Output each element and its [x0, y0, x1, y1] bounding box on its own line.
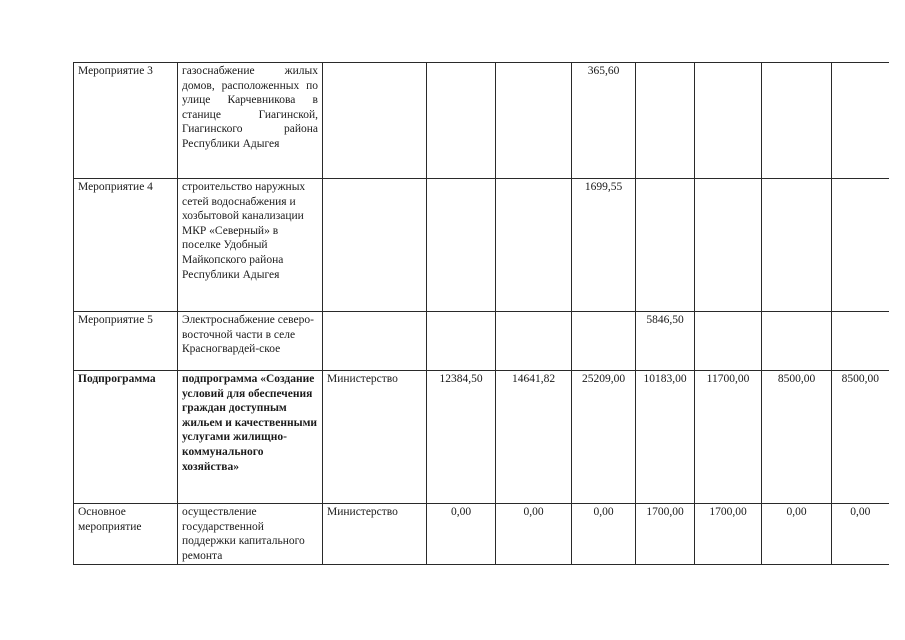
budget-table — [73, 62, 889, 565]
value-cell: 0,00 — [762, 504, 832, 565]
table-row — [74, 312, 889, 371]
row-label: Мероприятие 5 — [74, 312, 178, 371]
table-row — [74, 179, 889, 312]
row-description: Электроснабжение северо-восточной части в селе Красногвардей-ское — [178, 312, 323, 371]
value-cell — [496, 312, 572, 371]
value-cell — [762, 63, 832, 179]
value-cell — [695, 179, 762, 312]
row-executor — [323, 63, 427, 179]
value-cell: 0,00 — [832, 504, 889, 565]
value-cell: 0,00 — [496, 504, 572, 565]
row-description: подпрограмма «Создание условий для обеспечения граждан доступным жильем и качественными услугами жилищно-коммунального хозяйства» — [178, 371, 323, 504]
value-cell — [832, 179, 889, 312]
value-cell — [636, 63, 695, 179]
value-cell — [832, 63, 889, 179]
value-cell: 1700,00 — [695, 504, 762, 565]
value-cell — [496, 63, 572, 179]
value-cell — [762, 312, 832, 371]
value-cell: 365,60 — [572, 63, 636, 179]
value-cell: 11700,00 — [695, 371, 762, 504]
value-cell — [636, 179, 695, 312]
value-cell — [695, 312, 762, 371]
value-cell — [695, 63, 762, 179]
value-cell — [427, 312, 496, 371]
value-cell — [832, 312, 889, 371]
row-description: осуществление государственной поддержки капитального ремонта — [178, 504, 323, 565]
row-executor: Министерство — [323, 371, 427, 504]
value-cell: 1700,00 — [636, 504, 695, 565]
value-cell: 14641,82 — [496, 371, 572, 504]
value-cell: 0,00 — [572, 504, 636, 565]
value-cell — [427, 63, 496, 179]
value-cell — [427, 179, 496, 312]
value-cell: 8500,00 — [832, 371, 889, 504]
value-cell: 5846,50 — [636, 312, 695, 371]
row-label: Мероприятие 3 — [74, 63, 178, 179]
row-description: строительство наружных сетей водоснабжения и хозбытовой канализации МКР «Северный» в поселке Удобный Майкопского района Республики Адыгея — [178, 179, 323, 312]
value-cell: 12384,50 — [427, 371, 496, 504]
value-cell: 1699,55 — [572, 179, 636, 312]
row-label: Подпрограмма — [74, 371, 178, 504]
row-label: Мероприятие 4 — [74, 179, 178, 312]
table-row — [74, 504, 889, 565]
value-cell — [572, 312, 636, 371]
row-executor — [323, 312, 427, 371]
value-cell: 0,00 — [427, 504, 496, 565]
row-label: Основное мероприятие — [74, 504, 178, 565]
table-row — [74, 371, 889, 504]
value-cell — [762, 179, 832, 312]
value-cell: 8500,00 — [762, 371, 832, 504]
row-executor — [323, 179, 427, 312]
row-executor: Министерство — [323, 504, 427, 565]
value-cell — [496, 179, 572, 312]
row-description: газоснабжение жилых домов, расположенных по улице Карчевникова в станице Гиагинской, Гиагинского района Республики Адыгея — [178, 63, 323, 179]
value-cell: 25209,00 — [572, 371, 636, 504]
table-row — [74, 63, 889, 179]
value-cell: 10183,00 — [636, 371, 695, 504]
